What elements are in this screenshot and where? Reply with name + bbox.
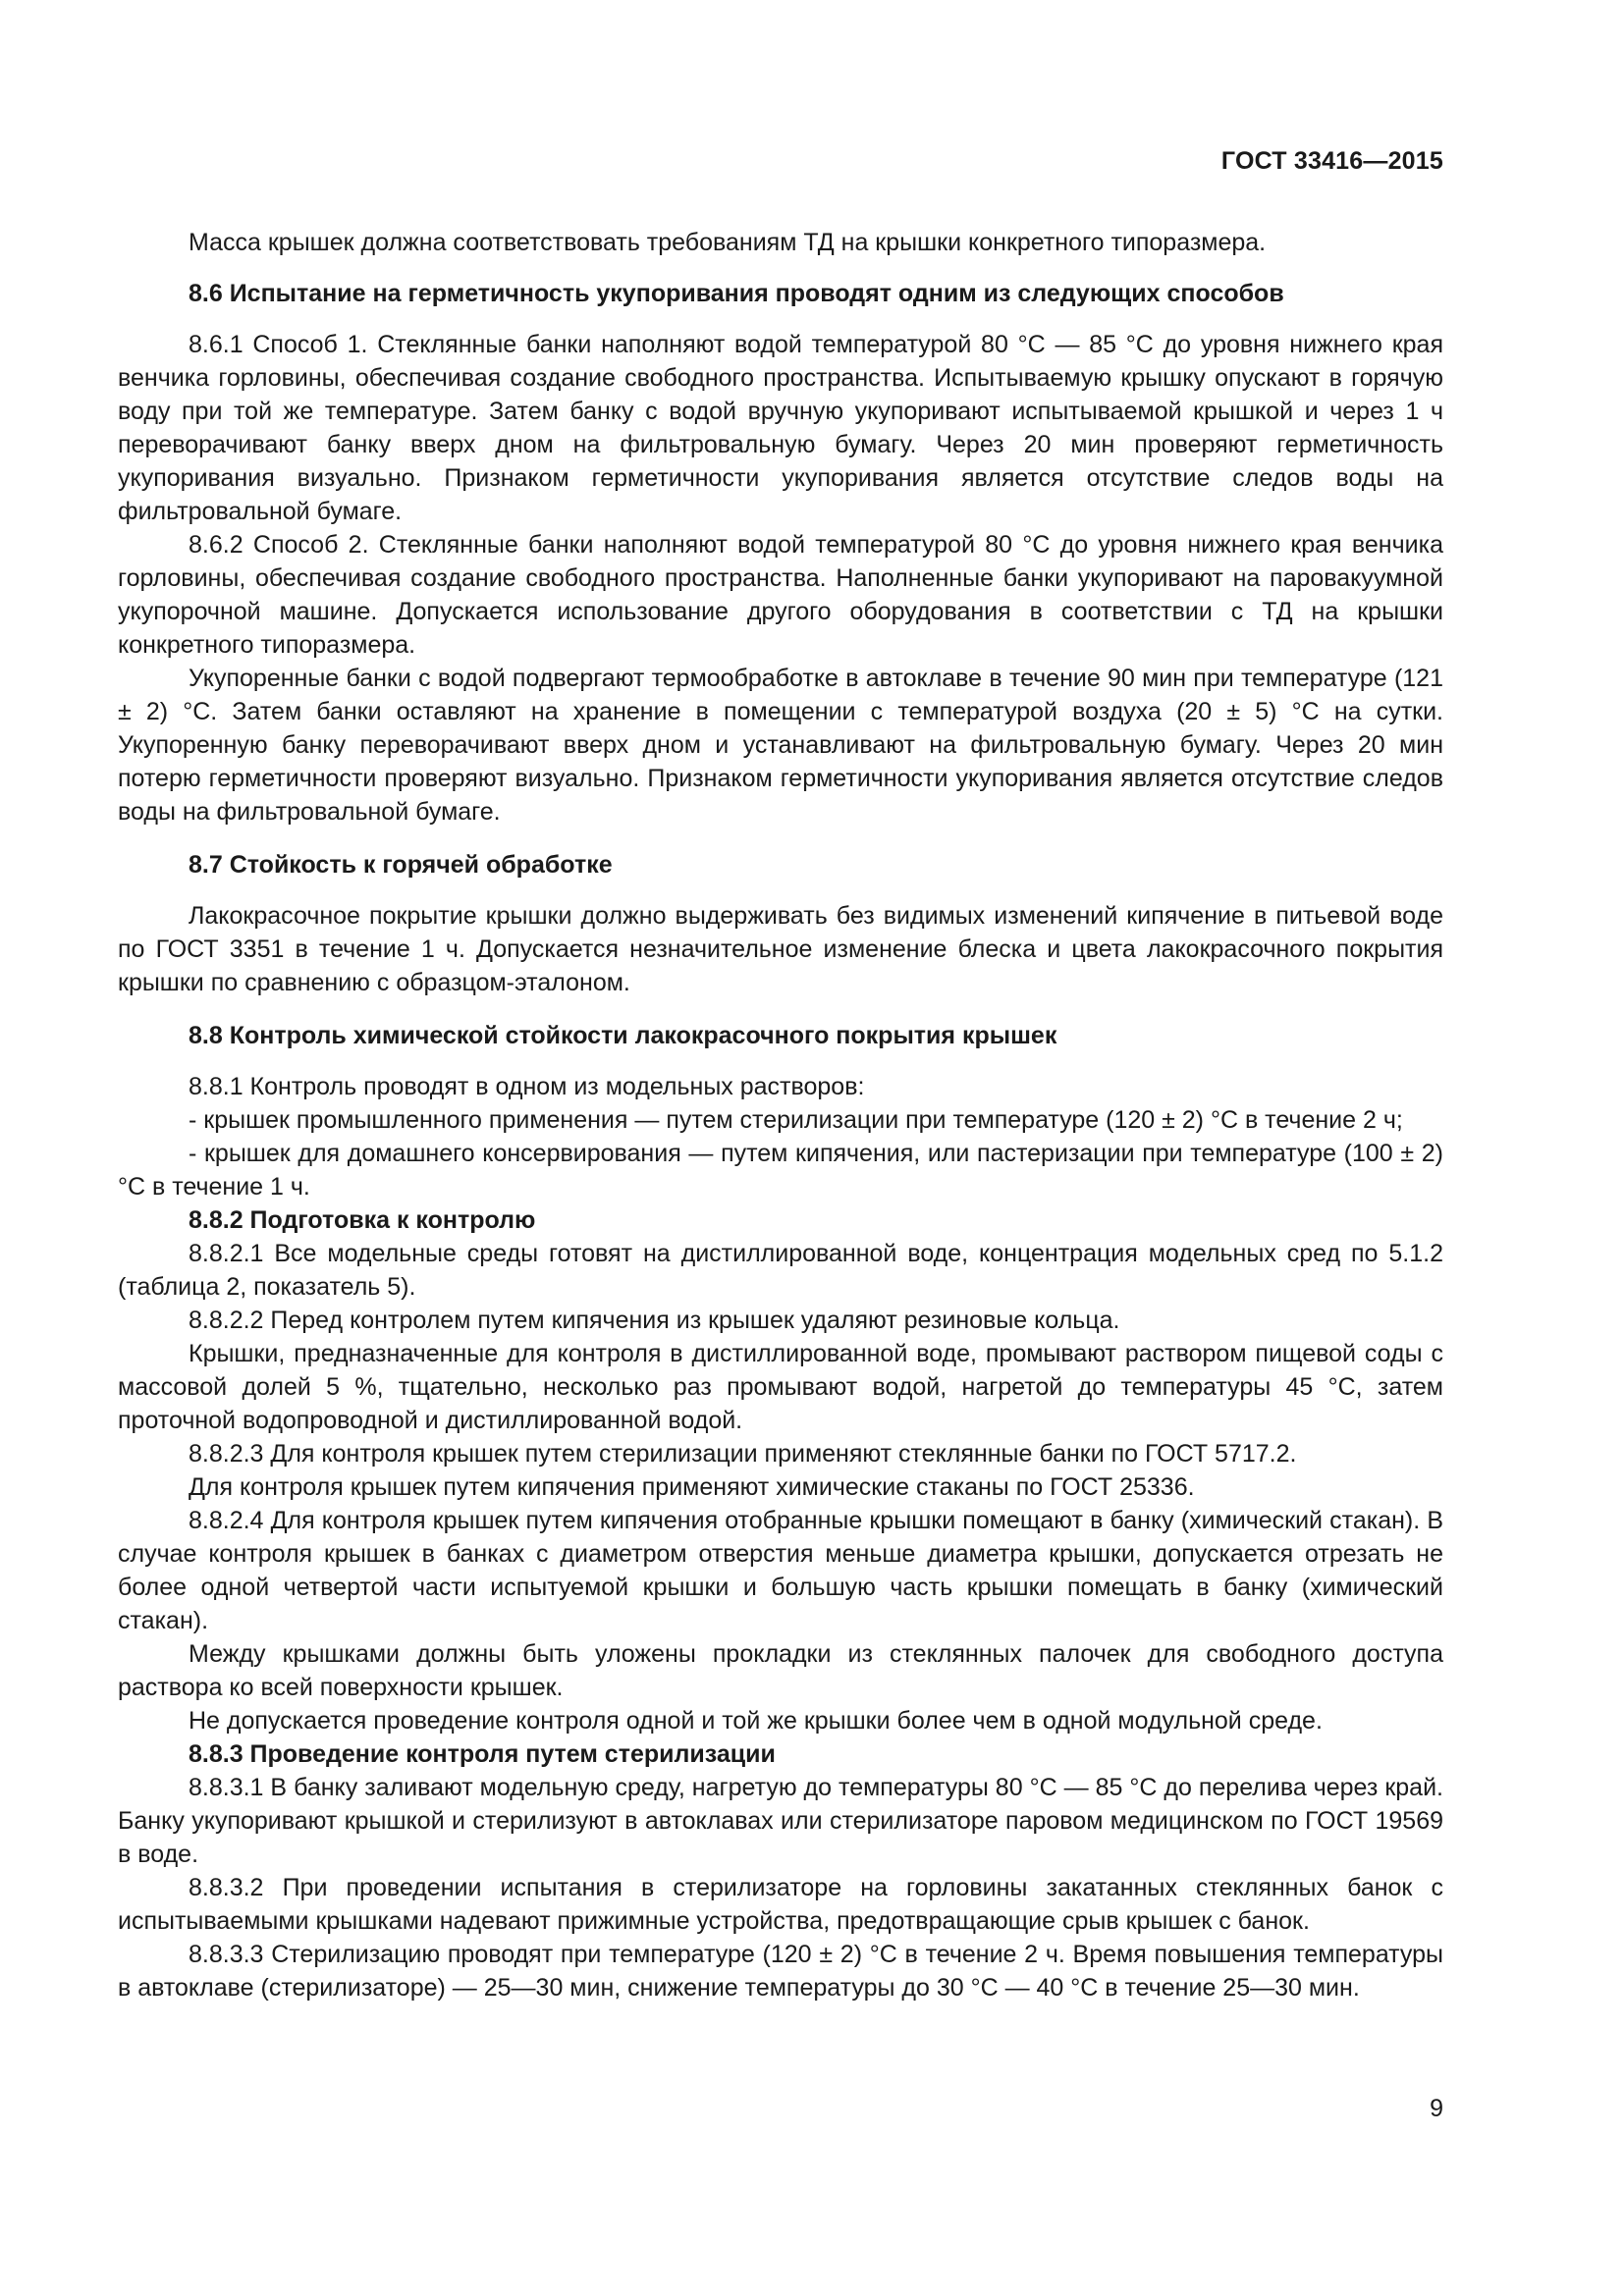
document-body <box>118 226 1443 2004</box>
paragraph-8-6-2-continued: Укупоренные банки с водой подвергают термообработке в автоклаве в течение 90 мин при температуре (121 ± 2) °С. Затем банки оставляют на хранение в помещении с температурой воздуха (20 ± 5) °С на сутки. Укупоренную банку переворачивают вверх дном и устанавливают на фильтровальную бумагу. Через 20 мин потерю герметичности проверяют визуально. Признаком герметичности укупоривания является отсутствие следов воды на фильтровальной бумаге. <box>118 665 1443 826</box>
paragraph-8-7: Лакокрасочное покрытие крышки должно выдерживать без видимых изменений кипячение в питьевой воде по ГОСТ 3351 в течение 1 ч. Допускается незначительное изменение блеска и цвета лакокрасочного покрытия крышки по сравнению с образцом-эталоном. <box>118 902 1443 996</box>
paragraph-8-8-2-3: 8.8.2.3 Для контроля крышек путем стерилизации применяют стеклянные банки по ГОСТ 5717.2. <box>189 1440 1297 1468</box>
list-item-industrial: - крышек промышленного применения — путем стерилизации при температуре (120 ± 2) °С в течение 2 ч; <box>189 1106 1403 1134</box>
paragraph-8-8-2-4-note: Не допускается проведение контроля одной и той же крышки более чем в одной модульной среде. <box>189 1707 1323 1735</box>
heading-8-8-2: 8.8.2 Подготовка к контролю <box>189 1206 536 1234</box>
paragraph-8-8-2-4: 8.8.2.4 Для контроля крышек путем кипячения отобранные крышки помещают в банку (химический стакан). В случае контроля крышек в банках с диаметром отверстия меньше диаметра крышки, допускается отрезать не более одной четвертой части испытуемой крышки и большую часть крышки помещать в банку (химический стакан). <box>118 1507 1443 1634</box>
paragraph-8-8-3-1: 8.8.3.1 В банку заливают модельную среду, нагретую до температуры 80 °С — 85 °С до перелива через край. Банку укупоривают крышкой и стерилизуют в автоклавах или стерилизаторе паровом медицинском по ГОСТ 19569 в воде. <box>118 1774 1443 1868</box>
paragraph-mass: Масса крышек должна соответствовать требованиям ТД на крышки конкретного типоразмера. <box>189 229 1267 256</box>
page-header-standard: ГОСТ 33416—2015 <box>1220 147 1443 175</box>
paragraph-8-8-2-3-continued: Для контроля крышек путем кипячения применяют химические стаканы по ГОСТ 25336. <box>189 1473 1195 1501</box>
paragraph-8-8-2-2: 8.8.2.2 Перед контролем путем кипячения из крышек удаляют резиновые кольца. <box>189 1307 1120 1334</box>
paragraph-8-8-2-4-continued: Между крышками должны быть уложены прокладки из стеклянных палочек для свободного доступа раствора ко всей поверхности крышек. <box>118 1640 1443 1701</box>
heading-8-6: 8.6 Испытание на герметичность укупоривания проводят одним из следующих способов <box>189 280 1284 307</box>
paragraph-8-6-2: 8.6.2 Способ 2. Стеклянные банки наполняют водой температурой 80 °С до уровня нижнего края венчика горловины, обеспечивая создание свободного пространства. Наполненные банки укупоривают на паровакуумной укупорочной машине. Допускается использование другого оборудования в соответствии с ТД на крышки конкретного типоразмера. <box>118 531 1443 659</box>
page-number: 9 <box>1430 2095 1443 2122</box>
paragraph-8-6-1: 8.6.1 Способ 1. Стеклянные банки наполняют водой температурой 80 °С — 85 °С до уровня нижнего края венчика горловины, обеспечивая создание свободного пространства. Испытываемую крышку опускают в горячую воду при той же температуре. Затем банку с водой вручную укупоривают испытываемой крышкой и через 1 ч переворачивают банку вверх дном на фильтровальную бумагу. Через 20 мин проверяют герметичность укупоривания визуально. Признаком герметичности укупоривания является отсутствие следов воды на фильтровальной бумаге. <box>118 331 1443 525</box>
list-item-domestic: - крышек для домашнего консервирования — путем кипячения, или пастеризации при температуре (100 ± 2) °С в течение 1 ч. <box>118 1140 1443 1201</box>
heading-8-8: 8.8 Контроль химической стойкости лакокрасочного покрытия крышек <box>189 1022 1057 1049</box>
paragraph-8-8-2-2-continued: Крышки, предназначенные для контроля в дистиллированной воде, промывают раствором пищевой соды с массовой долей 5 %, тщательно, несколько раз промывают водой, нагретой до температуры 45 °С, затем проточной водопроводной и дистиллированной водой. <box>118 1340 1443 1434</box>
paragraph-8-8-2-1: 8.8.2.1 Все модельные среды готовят на дистиллированной воде, концентрация модельных сред по 5.1.2 (таблица 2, показатель 5). <box>118 1240 1443 1301</box>
paragraph-8-8-1: 8.8.1 Контроль проводят в одном из модельных растворов: <box>189 1073 865 1100</box>
paragraph-8-8-3-2: 8.8.3.2 При проведении испытания в стерилизаторе на горловины закатанных стеклянных банок с испытываемыми крышками надевают прижимные устройства, предотвращающие срыв крышек с банок. <box>118 1874 1443 1935</box>
paragraph-8-8-3-3: 8.8.3.3 Стерилизацию проводят при температуре (120 ± 2) °С в течение 2 ч. Время повышения температуры в автоклаве (стерилизаторе) — 25—30 мин, снижение температуры до 30 °С — 40 °С в течение 25—30 мин. <box>118 1941 1443 2002</box>
heading-8-7: 8.7 Стойкость к горячей обработке <box>189 851 613 879</box>
heading-8-8-3: 8.8.3 Проведение контроля путем стерилизации <box>189 1740 776 1768</box>
